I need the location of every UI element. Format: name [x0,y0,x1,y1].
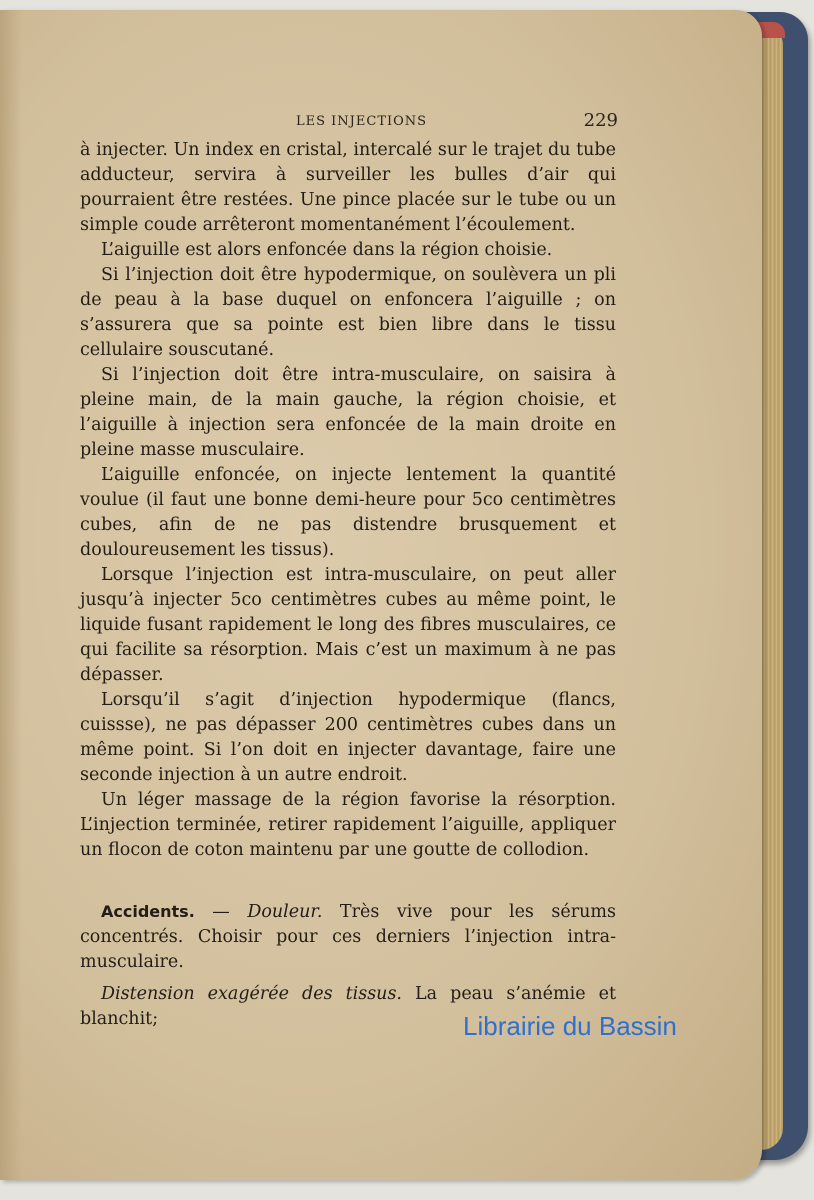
paragraph: Si l’injection doit être hypodermique, on soulèvera un pli de peau à la base duquel on enfoncera l’aiguille ; on s’assurera que sa pointe est bien libre dans le tissu cellulaire souscutané. [80,265,616,360]
accidents-dash: — [194,902,248,922]
paragraph: Un léger massage de la région favorise la résorption. L’injection terminée, retirer rapidement l’aiguille, appliquer un flocon de coton maintenu par une goutte de collodion. [80,790,616,860]
paragraph: Lorsque l’injection est intra-musculaire, on peut aller jusqu’à injecter 5co centimètres cubes au même point, le liquide fusant rapidement le long des fibres musculaires, ce qui facilite sa résorption. Mais c’est un maximum à ne pas dépasser. [80,565,616,685]
accidents-text: Très vive pour les sérums concentrés. Choisir pour ces derniers l’injection intra-musculaire. [80,902,616,972]
page-number: 229 [583,110,618,131]
running-title: LES INJECTIONS [296,114,428,129]
accidents-heading: Accidents. [101,902,195,921]
watermark: Librairie du Bassin [463,1011,677,1041]
page-text [80,138,616,1032]
section-gap [80,863,616,899]
accidents-subhead: Douleur. [247,902,323,922]
distension-text: La peau s’anémie et blanchit; [80,984,616,1029]
accidents-paragraph [80,899,616,975]
paragraph: Lorsqu’il s’agit d’injection hypodermique (flancs, cuissse), ne pas dépasser 200 centimètres cubes dans un même point. Si l’on doit en injecter davantage, faire une seconde injection à un autre endroit. [80,690,616,785]
paragraph: L’aiguille est alors enfoncée dans la région choisie. [101,240,553,260]
distension-subhead: Distension exagérée des tissus. [101,984,402,1004]
gutter-shadow [0,10,22,1180]
paragraph: L’aiguille enfoncée, on injecte lentement la quantité voulue (il faut une bonne demi-heure pour 5co centimètres cubes, afin de ne pas distendre brusquement et douloureusement les tissus). [80,465,616,560]
paragraph: à injecter. Un index en cristal, intercalé sur le trajet du tube adducteur, servira à surveiller les bulles d’air qui pourraient être restées. Une pince placée sur le tube ou un simple coude arrêteront momentanément l’écoulement. [80,140,616,235]
paragraph: Si l’injection doit être intra-musculaire, on saisira à pleine main, de la main gauche, la région choisie, et l’aiguille à injection sera enfoncée de la main droite en pleine masse musculaire. [80,365,616,460]
